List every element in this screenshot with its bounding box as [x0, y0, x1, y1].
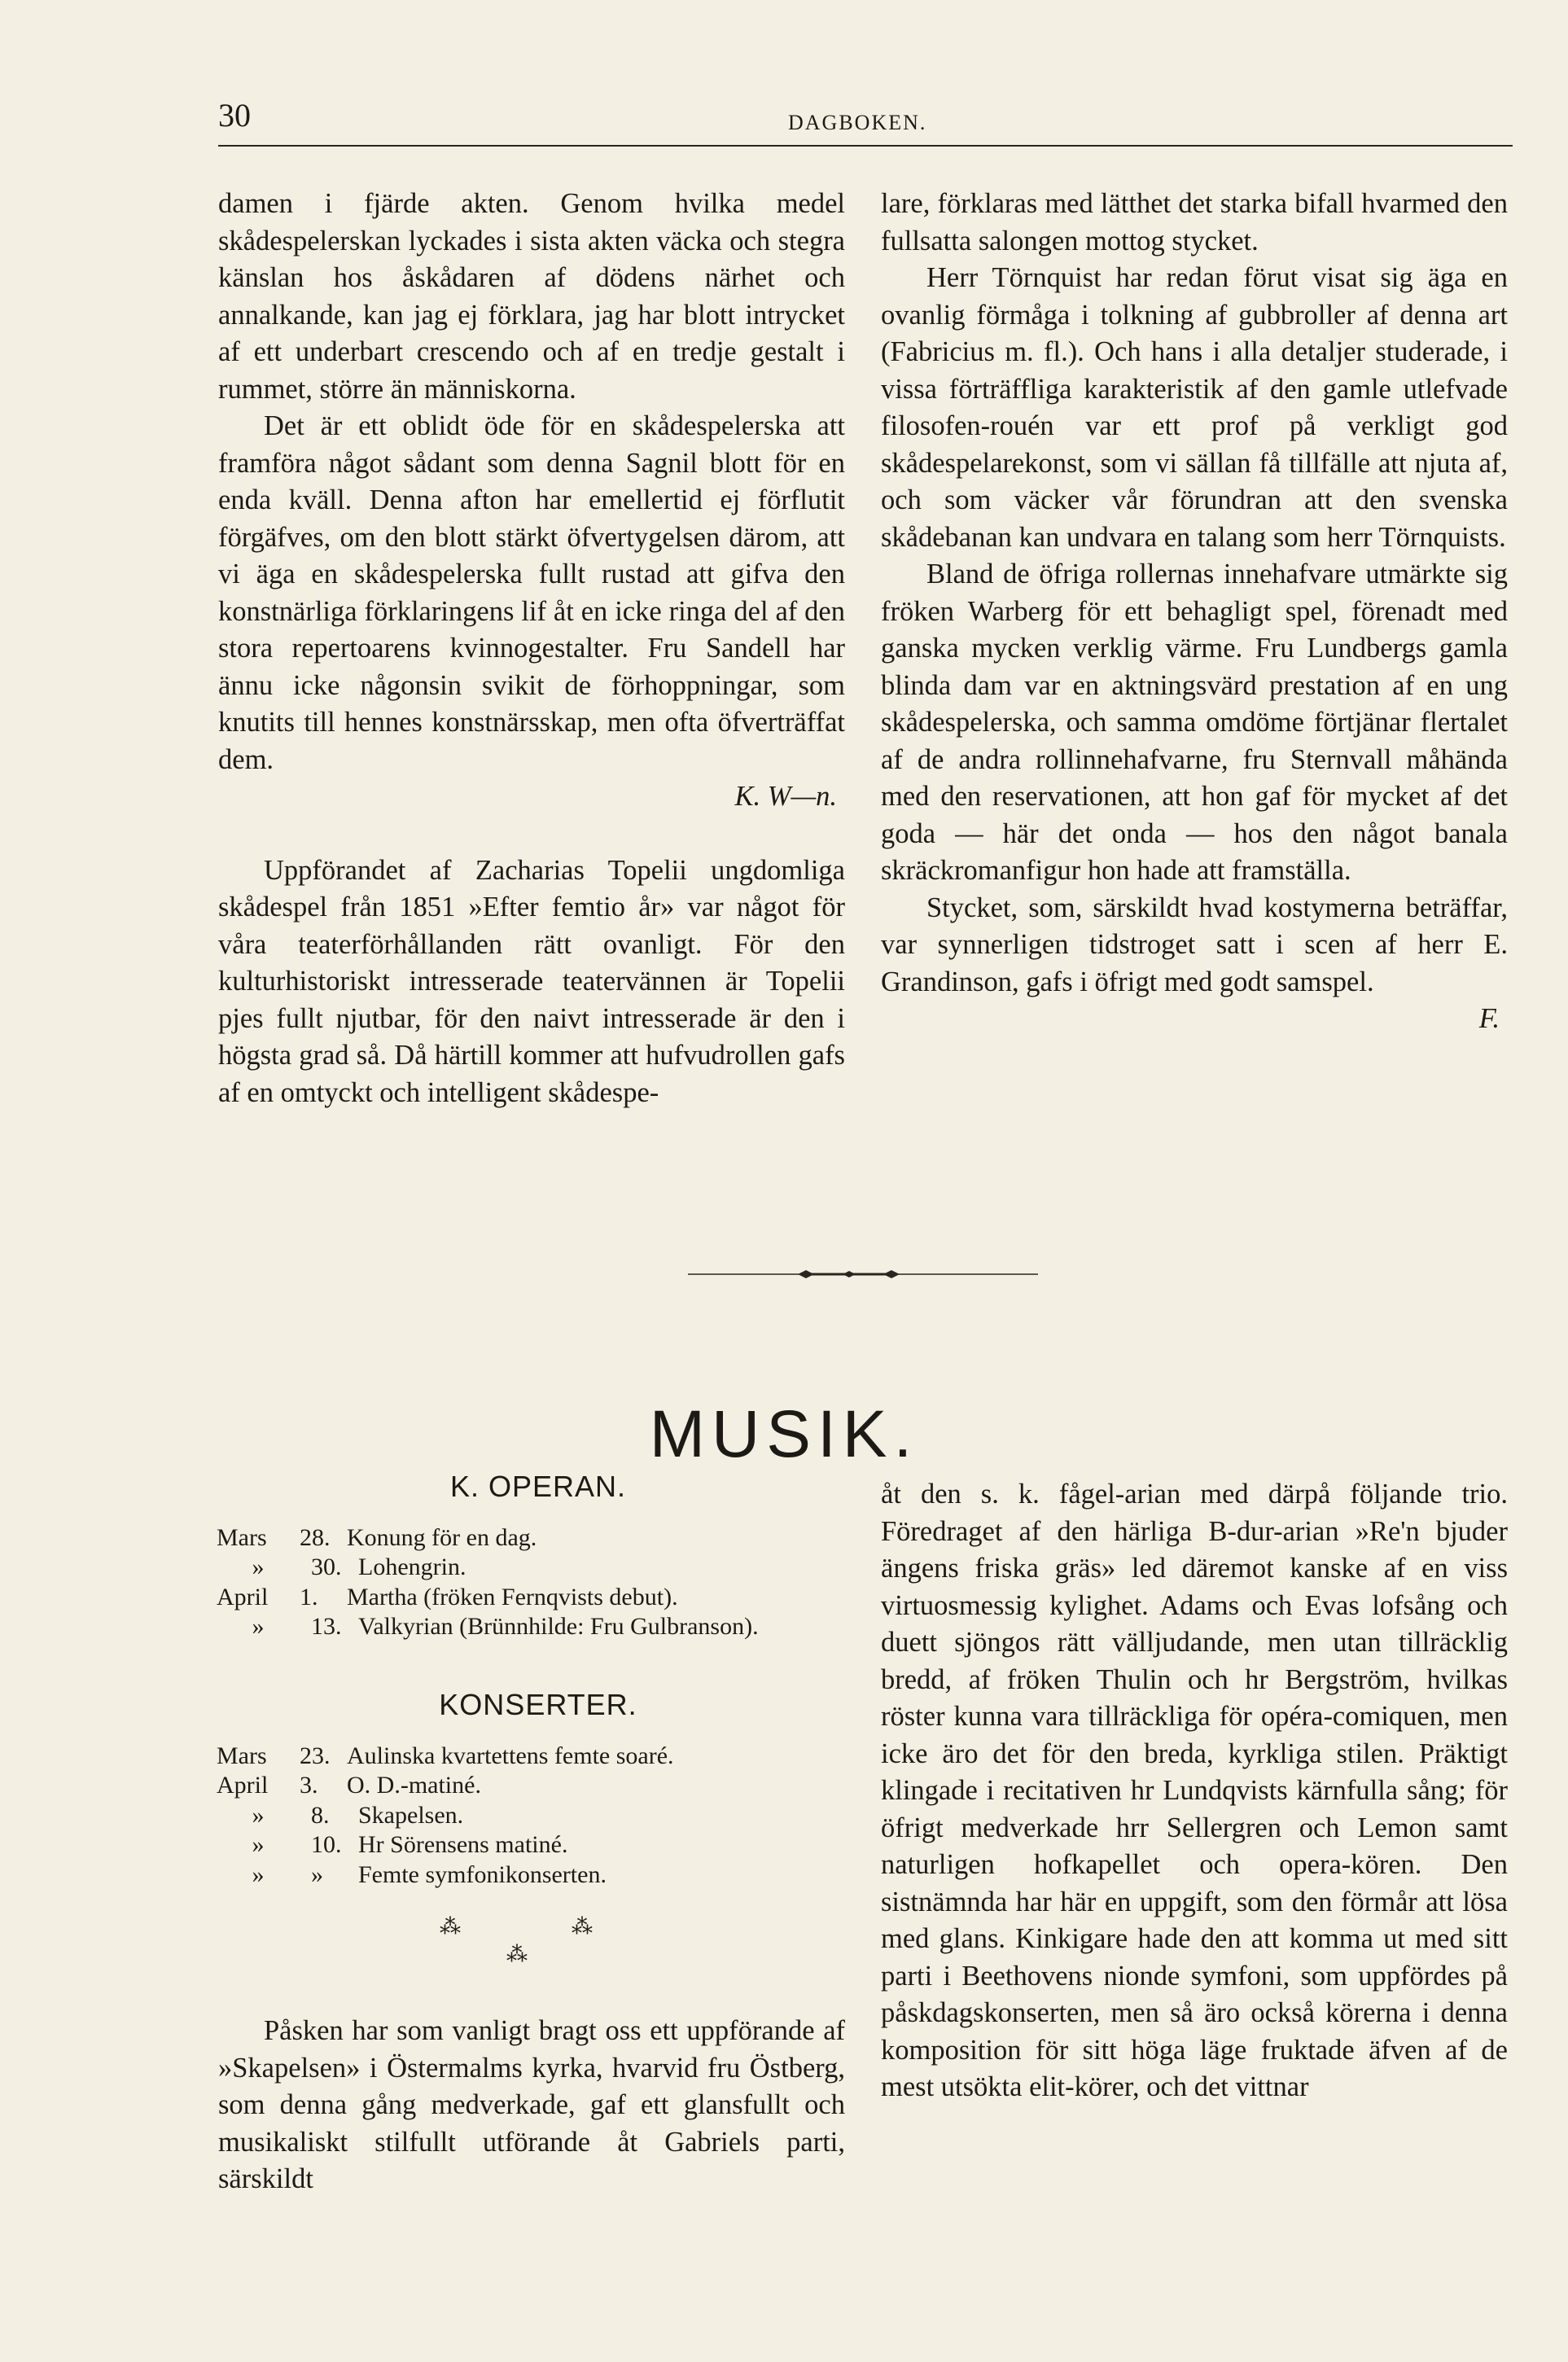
program-month: » [252, 1801, 265, 1829]
paragraph: Stycket, som, särskildt hvad kostymerna beträffar, var synnerligen tidstroget satt i scen af herr E. Grandinson, gafs i öfrigt med godt samspel. [881, 892, 1508, 997]
asterism-divider [440, 1915, 602, 1964]
concerts-program [217, 1690, 860, 1890]
signature: F. [1478, 1003, 1500, 1034]
program-title: Femte symfonikonserten. [358, 1860, 607, 1888]
music-right-column [881, 1476, 1508, 2106]
program-title: Lohengrin. [358, 1553, 466, 1580]
paragraph: Påsken har som vanligt bragt oss ett uppförande af »Skapelsen» i Östermalms kyrka, hvarvid fru Östberg, som denna gång medverkade, gaf ett glansfullt och musikaliskt stilfullt utförande åt Gabriels parti, särskildt [218, 2015, 845, 2194]
program-row [217, 1583, 860, 1613]
program-day: 3. [300, 1772, 318, 1799]
program-row [217, 1771, 860, 1801]
paragraph: damen i fjärde akten. Genom hvilka medel skådespelerskan lyckades i sista akten väcka och stegra känslan hos åskådaren af dödens närhet och annalkande, kan jag ej förklara, jag har blott intrycket af ett underbart crescendo och af en tredje gestalt i rummet, större än människorna. [218, 188, 845, 405]
program-month: April [217, 1772, 269, 1799]
program-row [217, 1830, 860, 1860]
program-row [217, 1612, 860, 1642]
paragraph: Uppförandet af Zacharias Topelii ungdomliga skådespel från 1851 »Efter femtio år» var något för våra teaterförhållanden rätt ovanligt. För den kulturhistoriskt intresserade teatervännen är Topelii pjes fullt njutbar, för den naivt intresserade är den i högsta grad så. Då härtill kommer att hufvudrollen gafs af en omtyckt och intelligent skådespe- [218, 854, 845, 1108]
program-day: 10. [311, 1831, 342, 1858]
program-day: 1. [300, 1583, 318, 1610]
program-title: Konung för en dag. [347, 1523, 537, 1551]
header-rule [218, 145, 1513, 147]
signature: K. W—n. [734, 781, 837, 812]
program-row [217, 1801, 860, 1831]
program-title: Aulinska kvartettens femte soaré. [347, 1742, 674, 1769]
paragraph: Herr Törnquist har redan förut visat sig äga en ovanlig förmåga i tolkning af gubbroller af denna art (Fabricius m. fl.). Och hans i alla detaljer studerade, i vissa förträffliga karakteristik af den gamle utlefvade filosofen-rouén var ett prof på verkligt god skådespelarekonst, som vi sällan få tillfälle att njuta af, och som väcker vår förundran att den svenska skådebanan kan undvara en talang som herr Törnquists. [881, 262, 1508, 553]
program-day: » [311, 1860, 323, 1888]
program-row [217, 1742, 860, 1772]
opera-program [217, 1472, 860, 1642]
program-title: Skapelsen. [358, 1801, 464, 1829]
program-day: 30. [311, 1553, 342, 1580]
page-number: 30 [218, 97, 251, 134]
theatre-right-column [881, 186, 1508, 1038]
music-left-column [218, 2013, 845, 2198]
program-month: Mars [217, 1523, 267, 1551]
program-row [217, 1553, 860, 1583]
program-title: Hr Sörensens matiné. [358, 1831, 568, 1858]
paragraph: lare, förklaras med lätthet det starka bifall hvarmed den fullsatta salongen mottog stycket. [881, 188, 1508, 256]
paragraph: åt den s. k. fågel-arian med därpå följande trio. Föredraget af den härliga B-dur-arian »Re'n bjuder ängens friska gräs» led däremot kanske af en viss virtuosmessig kylighet. Adams och Evas lofsång och duett sjöngos rätt välljudande, men utan tillräcklig bredd, af fröken Thulin och hr Bergström, hvilkas röster kunna vara tillräckliga för opéra-comiquen, men icke äro det för den breda, kyrkliga stilen. Präktigt klingade i recitativen hr Lundqvists kärnfulla sång; för öfrigt medverkade hrr Sellergren och Lemon samt naturligen hofkapellet och opera-kören. Den sistnämnda har här en uppgift, som den förmår att lösa med glans. Kinkigare hade den att komma ut med sitt parti i Beethovens nionde symfoni, som uppfördes på påskdagskonserten, men så äro också körerna i denna komposition för sitt höga läge fruktade äfven af de mest utsökta elit-körer, och det vittnar [881, 1479, 1508, 2102]
program-row [217, 1523, 860, 1553]
program-month: April [217, 1583, 269, 1610]
theatre-left-column [218, 186, 845, 1111]
program-row [217, 1860, 860, 1891]
program-title: O. D.-matiné. [347, 1772, 481, 1799]
program-month: » [252, 1831, 265, 1858]
asterism-mark: ⁂ [572, 1915, 593, 1939]
ornament-divider [688, 1262, 1038, 1286]
program-month: Mars [217, 1742, 267, 1769]
program-title: Martha (fröken Fernqvists debut). [347, 1583, 678, 1610]
paragraph: Det är ett oblidt öde för en skådespelerska att framföra något sådant som denna Sagnil blott för en enda kväll. Denna afton har emellertid ej förflutit förgäfves, om den blott stärkt öfvertygelsen därom, att vi äga en skådespelerska fullt rustad att gifva den konstnärliga förklaringens lif åt en icke ringa del af den stora repertoarens kvinnogestalter. Fru Sandell har ännu icke någonsin svikit de förhoppningar, som knutits till hennes konstnärsskap, men ofta öfverträffat dem. [218, 410, 845, 775]
section-title: MUSIK. [649, 1396, 919, 1471]
asterism-mark: ⁂ [506, 1943, 528, 1966]
program-heading: K. OPERAN. [449, 1470, 627, 1503]
journal-title: DAGBOKEN. [788, 111, 927, 134]
spacer [218, 816, 845, 852]
program-title: Valkyrian (Brünnhilde: Fru Gulbranson). [358, 1613, 759, 1640]
running-head [218, 96, 1513, 145]
program-day: 23. [300, 1742, 331, 1769]
program-month: » [252, 1553, 265, 1580]
paragraph: Bland de öfriga rollernas innehafvare utmärkte sig fröken Warberg för ett behagligt spel, förenadt med ganska mycken verklig värme. Fru Lundbergs gamla blinda dam var en aktningsvärd prestation af en ung skådespelerska, och samma omdöme förtjänar flertalet af de andra rollinnehafvarne, fru Sternvall måhända med den reservationen, att hon gaf för mycket af det goda — här det onda — hos den något banala skräckromanfigur hon hade att framställa. [881, 559, 1508, 886]
program-month: » [252, 1613, 265, 1640]
program-day: 8. [311, 1801, 330, 1829]
program-month: » [252, 1860, 265, 1888]
program-day: 13. [311, 1613, 342, 1640]
program-heading: KONSERTER. [439, 1688, 637, 1721]
program-day: 28. [300, 1523, 331, 1551]
asterism-mark: ⁂ [440, 1915, 461, 1939]
